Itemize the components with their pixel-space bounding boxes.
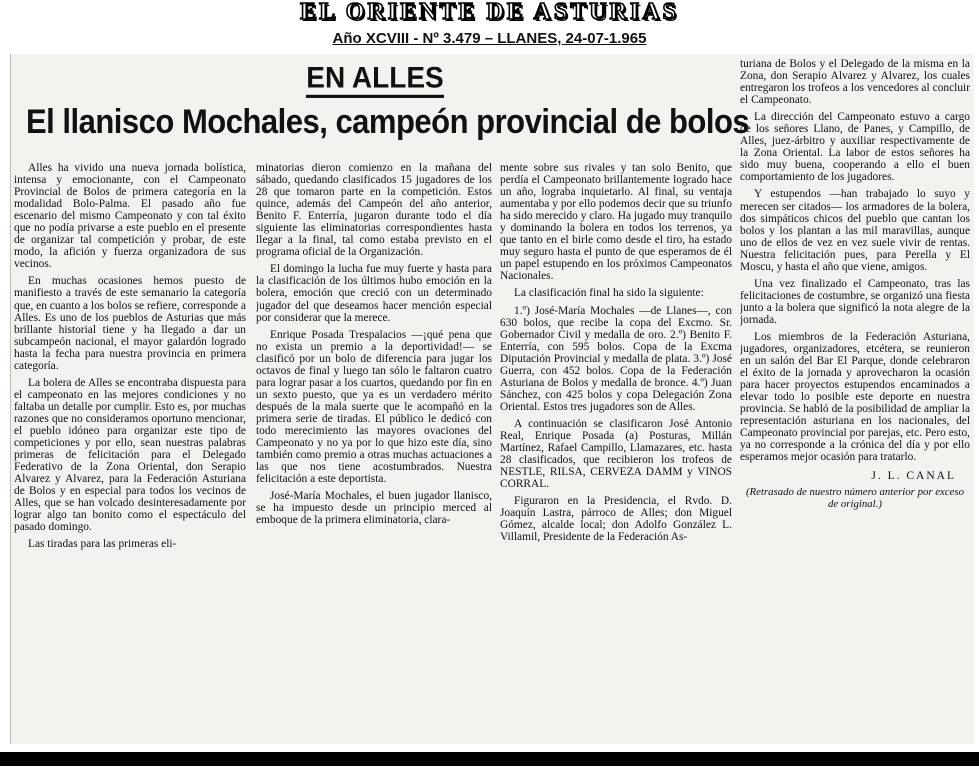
paragraph: 1.º) José-María Mochales —de Llanes—, con 630 bolos, que recibe la copa del Excmo. Sr. Gobernador Civil y medalla de oro. 2.º) Benito F. Enterría, con 595 bolos. Copa de la Excma Diputación Provincial y medalla de plata. 3.º) José Guerra, con 452 bolos. Copa de la Federación Asturiana de Bolos y medalla de bronce. 4.º) Juan Sánchez, con 425 bolos y copa Delegación Zona Oriental. Estos tres jugadores son de Alles. — [500, 304, 732, 413]
paragraph: La dirección del Campeonato estuvo a cargo de los señores Llano, de Panes, y Campillo, de Alles, juez-árbitro y auxiliar respectivamente de la Zona Oriental. La labor de estos señores ha sido muy buena, cooperando a ello el buen comportamiento de los jugadores. — [740, 111, 970, 184]
paragraph: Y estupendos —han trabajado lo suyo y merecen ser citados— los armadores de la bolera, dos simpáticos chicos del pueblo que cantan los bolos y los plantan a las mil maravillas, aunque uno de ellos de vez en vez suele vivir de rentas. Nuestra felicitación pues, para Perella y El Moscu, y hasta el año que viene, amigos. — [740, 188, 970, 273]
paragraph: La clasificación final ha sido la siguiente: — [514, 287, 704, 300]
article-headline: El llanisco Mochales, campeón provincial de bolos — [26, 102, 750, 141]
issue-dateline-text: Año XCVIII - Nº 3.479 – LLANES, 24-07-1.965 — [332, 30, 647, 47]
paragraph: En muchas ocasiones hemos puesto de manifiesto a través de este semanario la categoría que, en cuanto a los bolos se refiere, corresponde a Alles. Es uno de los pueblos de Asturias que más brillante historial tiene y ha llegado a dar un subcampeón nacional, el mayor galardón logrado hasta la fecha para nuestra provincia en primera categoría. — [14, 275, 246, 372]
article-column-2 — [256, 162, 492, 737]
issue-dateline — [0, 30, 979, 47]
newspaper-title: EL ORIENTE DE ASTURIAS — [300, 0, 679, 25]
article-column-1 — [14, 162, 246, 737]
paragraph: A continuación se clasificaron José Antonio Real, Enrique Posada (a) Posturas, Millán Martínez, Rafael Campillo, Llamazares, etc. hasta 28 clasificados, que recibieron los trofeos de NESTLE, RILSA, CERVEZA DAMM y VINOS CORRAL. — [500, 417, 732, 491]
paragraph: Las tiradas para las primeras eli- — [28, 538, 177, 551]
paragraph: Figuraron en la Presidencia, el Rvdo. D. Joaquín Lastra, párroco de Alles; don Miguel Gómez, alcalde local; don Adolfo González L. Villamil, Presidente de la Federación As- — [500, 495, 732, 544]
paragraph: Enrique Posada Trespalacios —¡qué pena que no exista un premio a la deportividad!— se clasificó por un bolo de diferencia para jugar los octavos de final y luego tan sólo le faltaron cuatro para lograr pasar a los cuartos, quedando por fin en un sexto puesto, que ya es un verdadero mérito después de la mala suerte que le acompañó en la primera serie de tiradas. El público le dedicó con todo merecimiento las mayores ovaciones del Campeonato y no ya por lo que hizo este día, sino también como premio a otras muchas actuaciones a las que nos tiene acostumbrados. Nuestra felicitación a este deportista. — [256, 328, 492, 486]
author-signature: J. L. CANAL — [871, 469, 956, 482]
paragraph: minatorias dieron comienzo en la mañana del sábado, quedando clasificados 15 jugadores de los 28 que tomaron parte en la competición. Estos quince, además del Campeón del año anterior, Benito F. Enterría, jugaron durante todo el día siguiente las eliminatorias correspondientes hasta llegar a la final, tal como estaba previsto en el programa oficial de la Organización. — [256, 162, 492, 259]
paragraph: turiana de Bolos y el Delegado de la misma en la Zona, don Serapio Alvarez y Alvarez, los cuales entregaron los trofeos a los vencedores al concluir el Campeonato. — [740, 58, 970, 107]
paragraph: La bolera de Alles se encontraba dispuesta para el campeonato en las mejores condiciones y no faltaba un detalle por cumplir. Esto es, por muchas razones que no consideramos oportuno mencionar, el pueblo idóneo para organizar este tipo de competiciones y por ello, sean nuestras palabras primeras de felicitación para el Delegado Federativo de la Zona Oriental, don Serapio Alvarez y Alvarez, para la Federación Asturiana de Bolos y en especial para todos los vecinos de Alles, que se han volcado desinteresadamente por lograr algo tan bonito como el espectáculo del pasado domingo. — [14, 376, 246, 534]
paragraph: El domingo la lucha fue muy fuerte y hasta para la clasificación de los últimos hubo emoción en la bolera, emoción que creció con un determinado jugador del que deseamos hacer mención especial por considerar que la merece. — [256, 263, 492, 324]
paragraph: mente sobre sus rivales y tan solo Benito, que perdía el Campeonato brillantemente logrado hace un año, lograba inquietarlo. Al final, su ventaja aumentaba y por ello podemos decir que su triunfo ha sido merecido y claro. Ha jugado muy tranquilo y dominando la bolera en todos los terrenos, ya que tanto en el birle como desde el tiro, ha estado muy seguro hasta el punto de que esperamos de él un papel estupendo en los próximos Campeonatos Nacionales. — [500, 162, 732, 283]
newspaper-masthead — [0, 0, 979, 24]
paragraph: Los miembros de la Federación Asturiana, jugadores, organizadores, etcétera, se reunieron en un salón del Bar El Parque, donde celebraron el éxito de la jornada y aprovecharon la ocasión para hacer proyectos estupendos encaminados a elevar todo lo posible este deporte en nuestra provincia. Se habló de la posibilidad de ampliar la representación asturiana en los nacionales, del Campeonato provincial por parejas, etc. Pero esto, ya no corresponde a la crónica del día y por ello esperamos mejor ocasión para tratarlo. — [740, 330, 970, 464]
bottom-divider — [0, 752, 979, 766]
paragraph: José-María Mochales, el buen jugador llanisco, se ha impuesto desde un principio merced al emboque de la primera eliminatoria, clara- — [256, 490, 492, 527]
article-kicker-text: EN ALLES — [306, 61, 443, 98]
article-column-4 — [740, 58, 970, 708]
article-column-3 — [500, 162, 732, 737]
article-kicker — [290, 61, 460, 95]
paragraph: Una vez finalizado el Campeonato, tras las felicitaciones de costumbre, se organizó una fiesta junto a la bolera que significó la nota alegre de la jornada. — [740, 277, 970, 326]
paragraph: Alles ha vivido una nueva jornada bolística, intensa y emocionante, con el Campeonato Provincial de Bolos de primera categoría en la modalidad Bolo-Palma. El pasado año fue escenario del mismo Campeonato y con tal éxito que no podía privarse a este pueblo en el presente de organizar tal competición y probar, de este modo, la afición y fuerza organizadora de sus vecinos. — [14, 162, 246, 271]
editorial-note: (Retrasado de nuestro número anterior por exceso de original.) — [745, 485, 965, 510]
